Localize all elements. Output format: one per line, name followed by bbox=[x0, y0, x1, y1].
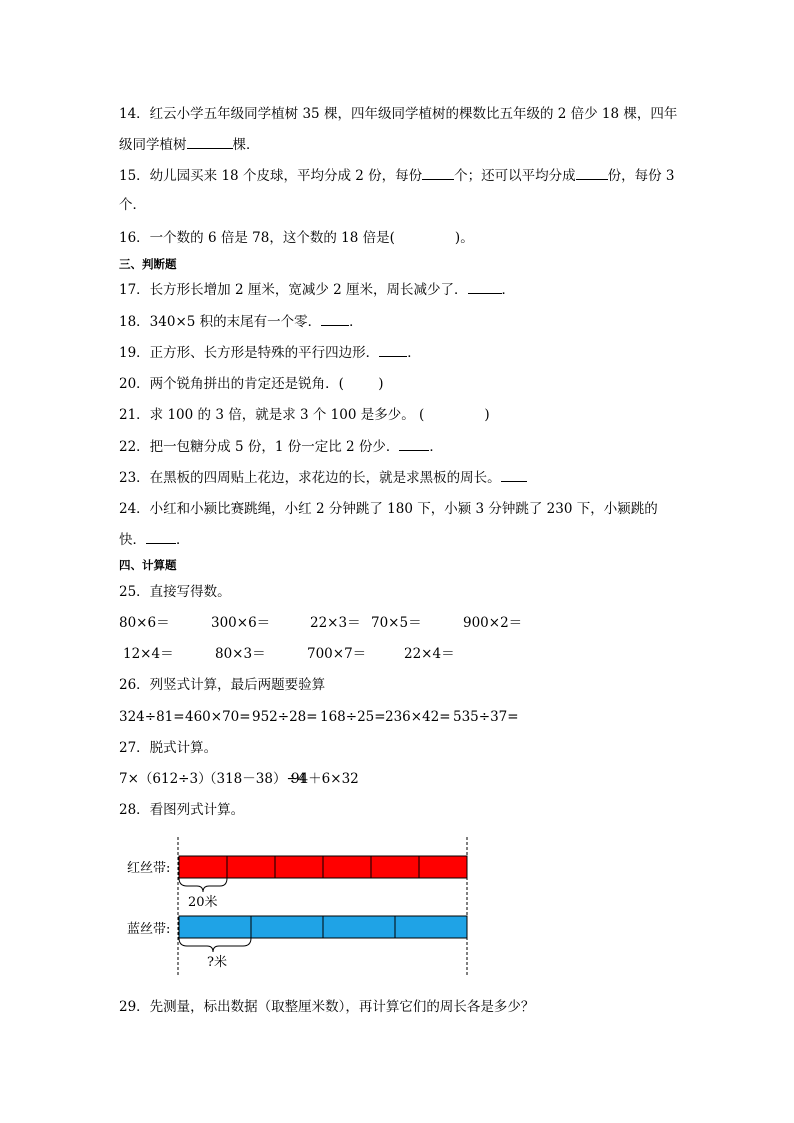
q25-item: 300×6＝ bbox=[211, 615, 271, 631]
ribbon-diagram bbox=[119, 832, 479, 982]
blue-brace-label: ?米 bbox=[207, 955, 227, 970]
blue-ribbon-segment bbox=[323, 916, 395, 938]
blue-brace bbox=[179, 938, 251, 952]
q24-answer-blank[interactable] bbox=[146, 531, 176, 544]
red-ribbon-segment bbox=[179, 856, 227, 878]
q23-text: 23．在黑板的四周贴上花边，求花边的长，就是求黑板的周长。 bbox=[119, 470, 501, 486]
blue-ribbon-bar bbox=[179, 916, 467, 938]
red-ribbon-segment bbox=[275, 856, 323, 878]
q18-text: 18．340×5 积的末尾有一个零． bbox=[119, 314, 322, 330]
q20-line: 20．两个锐角拼出的肯定还是锐角．( ) bbox=[119, 376, 384, 392]
blue-ribbon-segment bbox=[179, 916, 251, 938]
q27-item: 94＋6×32 bbox=[291, 771, 359, 787]
q26-title: 26．列竖式计算，最后两题要验算 bbox=[119, 677, 326, 693]
q25-item: 700×7＝ bbox=[307, 646, 367, 662]
q19-end: ． bbox=[407, 345, 421, 361]
section-heading-judgement: 三、判断题 bbox=[119, 257, 177, 271]
q25-title: 25．直接写得数。 bbox=[119, 584, 231, 600]
red-ribbon-bar bbox=[179, 856, 467, 878]
red-brace bbox=[179, 878, 227, 892]
q27-item: 7×（612÷3） bbox=[119, 771, 212, 787]
q29-line: 29．先测量，标出数据（取整厘米数），再计算它们的周长各是多少？ bbox=[119, 999, 535, 1015]
q22-text: 22．把一包糖分成 5 份，1 份一定比 2 份少． bbox=[119, 439, 400, 455]
q25-item: 900×2＝ bbox=[463, 615, 523, 631]
q24-text-b: 快． bbox=[119, 532, 146, 548]
red-ribbon-segment bbox=[371, 856, 419, 878]
q14-answer-blank[interactable] bbox=[187, 136, 233, 149]
q27-item: （318－38）÷4 bbox=[203, 771, 307, 787]
q19-answer-blank[interactable] bbox=[379, 344, 407, 357]
q15-answer-blank-1[interactable] bbox=[422, 167, 454, 180]
red-ribbon-label: 红丝带: bbox=[127, 861, 171, 876]
q14-unit: 棵． bbox=[232, 137, 260, 153]
q25-item: 80×3＝ bbox=[215, 646, 266, 662]
q15-answer-blank-2[interactable] bbox=[576, 167, 608, 180]
q15-text-b: 个；还可以平均分成 bbox=[454, 168, 576, 184]
red-ribbon-segment bbox=[419, 856, 467, 878]
q18-end: ． bbox=[349, 314, 363, 330]
q28-title: 28．看图列式计算。 bbox=[119, 802, 245, 818]
q25-item: 12×4＝ bbox=[123, 646, 174, 662]
q16-line: 16．一个数的 6 倍是 78，这个数的 18 倍是( )。 bbox=[119, 230, 474, 246]
q14-text: 级同学植树 bbox=[119, 137, 187, 153]
q26-item: 168÷25= bbox=[320, 709, 386, 725]
q26-item: 460×70= bbox=[185, 709, 251, 725]
section-heading-calculation: 四、计算题 bbox=[119, 558, 177, 572]
q27-title: 27．脱式计算。 bbox=[119, 740, 218, 756]
q15-line1 bbox=[119, 167, 675, 185]
blue-ribbon-segment bbox=[395, 916, 467, 938]
q22-answer-blank[interactable] bbox=[399, 438, 429, 451]
q22-line bbox=[119, 438, 443, 456]
blue-ribbon-segment bbox=[251, 916, 323, 938]
red-ribbon-segment bbox=[227, 856, 275, 878]
q25-item: 22×4＝ bbox=[404, 646, 455, 662]
q26-item: 236×42= bbox=[385, 709, 451, 725]
q17-text: 17．长方形长增加 2 厘米，宽减少 2 厘米，周长减少了． bbox=[119, 282, 468, 298]
q23-answer-blank[interactable] bbox=[501, 469, 527, 482]
red-ribbon-segment bbox=[323, 856, 371, 878]
q25-item: 22×3＝ bbox=[310, 615, 361, 631]
q23-line bbox=[119, 469, 527, 487]
q15-line2: 个． bbox=[119, 197, 146, 213]
q24-end: ． bbox=[176, 532, 190, 548]
q25-item: 80×6＝ bbox=[119, 615, 170, 631]
q17-answer-blank[interactable] bbox=[468, 281, 502, 294]
q17-end: ． bbox=[501, 282, 516, 298]
q22-end: ． bbox=[429, 439, 443, 455]
q26-item: 324÷81= bbox=[119, 709, 185, 725]
q25-item: 70×5＝ bbox=[371, 615, 422, 631]
q21-line: 21．求 100 的 3 倍，就是求 3 个 100 是多少。 ( ) bbox=[119, 407, 490, 423]
blue-ribbon-label: 蓝丝带: bbox=[127, 922, 171, 937]
q18-line bbox=[119, 313, 363, 331]
q14-line2 bbox=[119, 136, 260, 154]
q26-item: 535÷37= bbox=[453, 709, 519, 725]
q17-line bbox=[119, 281, 515, 299]
red-brace-label: 20米 bbox=[188, 895, 218, 910]
q19-text: 19．正方形、长方形是特殊的平行四边形． bbox=[119, 345, 380, 361]
q15-text-c: 份，每份 3 bbox=[607, 168, 675, 184]
q14-line1: 14．红云小学五年级同学植树 35 棵，四年级同学植树的棵数比五年级的 2 倍少 18 棵，四年 bbox=[119, 106, 678, 122]
q24-line1: 24．小红和小颍比赛跳绳，小红 2 分钟跳了 180 下，小颍 3 分钟跳了 230 下，小颍跳的 bbox=[119, 501, 658, 517]
q18-answer-blank[interactable] bbox=[321, 313, 349, 326]
q15-text-a: 15．幼儿园买来 18 个皮球，平均分成 2 份，每份 bbox=[119, 168, 423, 184]
q26-item: 952÷28= bbox=[252, 709, 318, 725]
q24-line2 bbox=[119, 531, 190, 549]
q19-line bbox=[119, 344, 421, 362]
